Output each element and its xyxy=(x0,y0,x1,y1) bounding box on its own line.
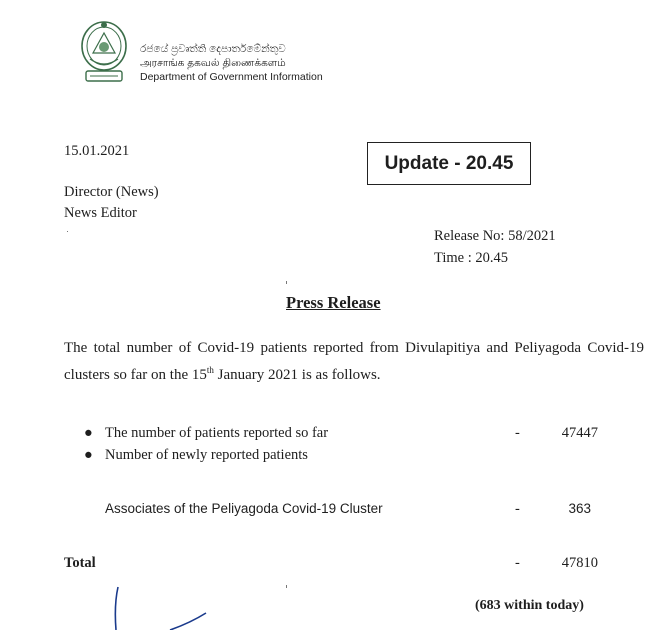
item-dash-reported-so-far: - xyxy=(515,425,520,441)
department-name-english: Department of Government Information xyxy=(140,71,323,83)
bullet-marker: ● xyxy=(84,447,93,463)
department-name-sinhala: රජයේ ප්‍රවෘත්ති දෙපාර්තමේන්තුව xyxy=(140,43,286,55)
intro-paragraph xyxy=(64,337,644,386)
within-today-note: (683 within today) xyxy=(475,598,584,613)
recipient-editor: News Editor xyxy=(64,205,137,221)
bullet-marker: ● xyxy=(84,425,93,441)
associates-label: Associates of the Peliyagoda Covid-19 Cluster xyxy=(105,501,383,516)
recipient-director: Director (News) xyxy=(64,184,159,200)
department-name-tamil: அரசாங்க தகவல் திணைக்களம் xyxy=(140,57,286,69)
total-label: Total xyxy=(64,555,96,571)
release-time: Time : 20.45 xyxy=(434,250,508,266)
scan-speck xyxy=(286,281,287,284)
department-name-block xyxy=(140,42,323,84)
total-value: 47810 xyxy=(561,555,598,571)
item-label-reported-so-far: The number of patients reported so far xyxy=(105,425,329,441)
national-emblem-logo xyxy=(80,19,128,85)
total-dash: - xyxy=(515,555,520,571)
intro-text-start: The total number of Covid-19 patients reported from Divulapitiya and Peliyagoda Covid-19 clusters so far on the 15 xyxy=(64,340,644,383)
associates-dash: - xyxy=(515,501,520,517)
release-date: 15.01.2021 xyxy=(64,143,130,159)
scan-speck xyxy=(286,585,287,588)
signature-mark xyxy=(100,585,220,630)
item-value-reported-so-far: 47447 xyxy=(561,425,598,441)
intro-superscript: th xyxy=(206,365,214,375)
item-label-newly-reported: Number of newly reported patients xyxy=(105,447,308,463)
intro-text-end: January 2021 is as follows. xyxy=(213,367,381,383)
press-release-title: Press Release xyxy=(286,293,381,312)
update-badge: Update - 20.45 xyxy=(367,142,531,185)
release-number: Release No: 58/2021 xyxy=(434,228,556,244)
associates-value: 363 xyxy=(568,501,591,516)
scan-speck xyxy=(67,231,68,232)
